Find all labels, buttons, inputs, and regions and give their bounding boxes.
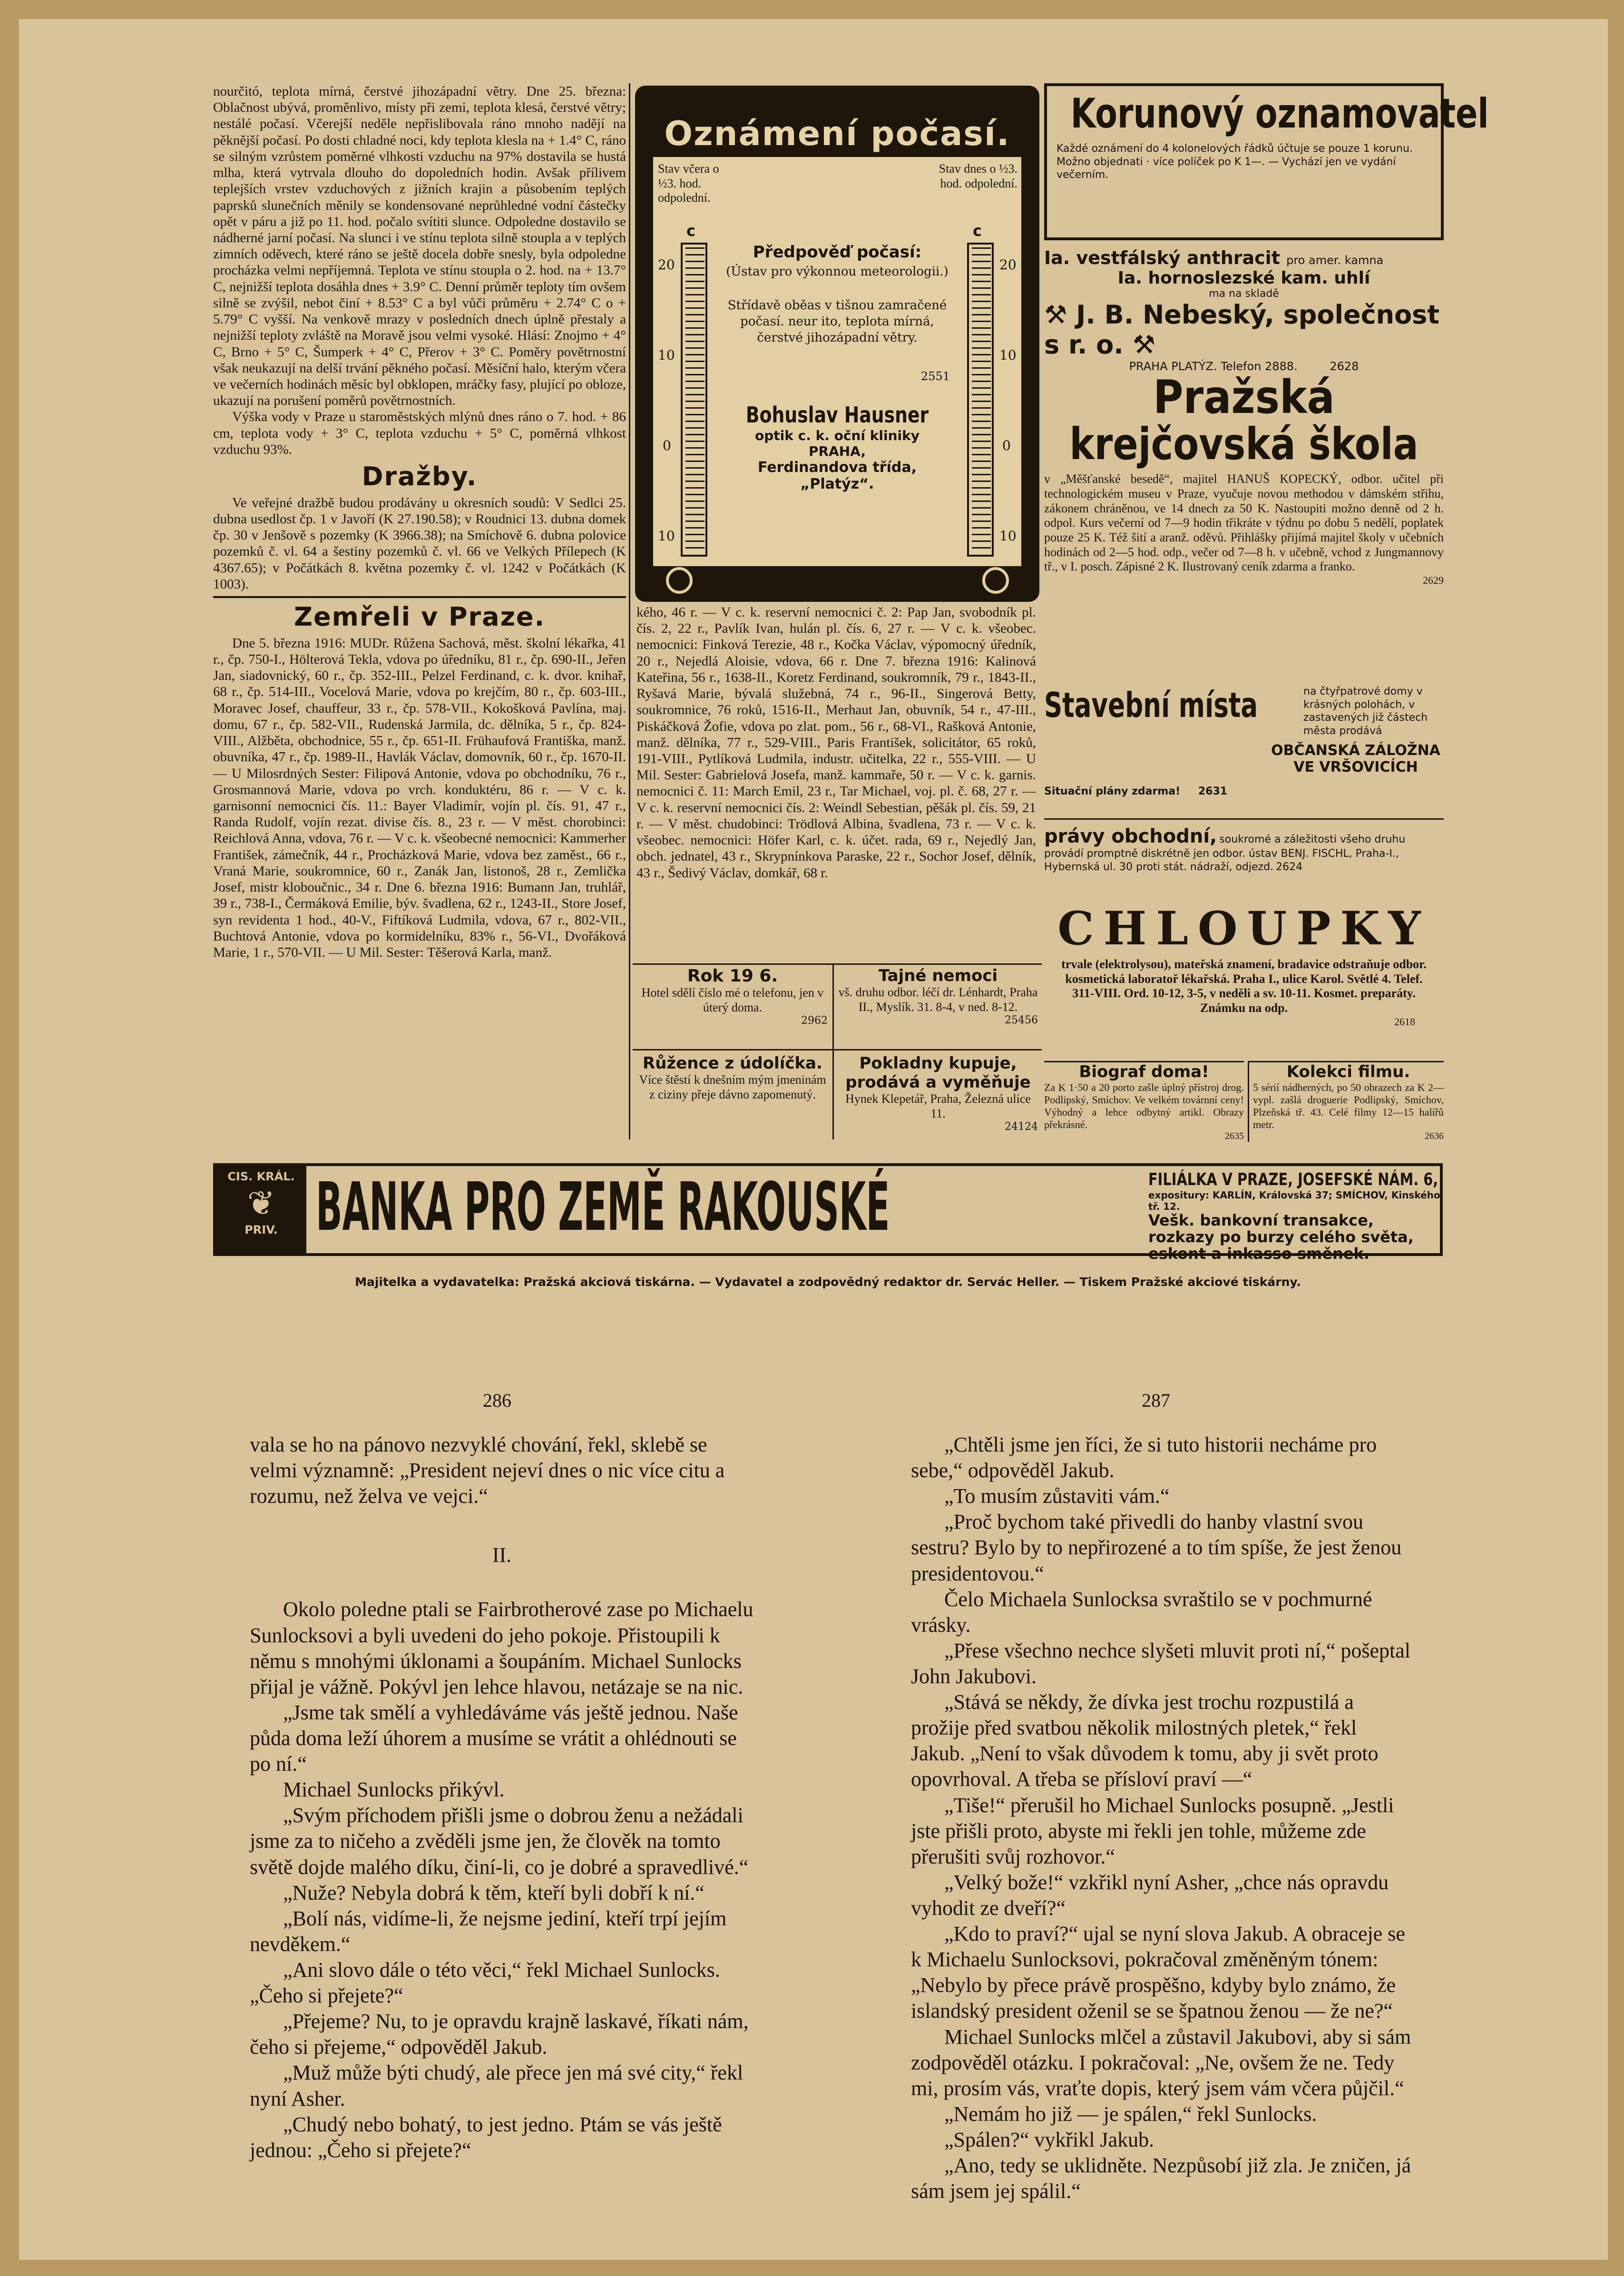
small-ads xyxy=(633,963,1042,1139)
caption-right: Stav dnes o ½3. hod. odpolední. xyxy=(939,162,1017,190)
optician-name: Bohuslav Hausner xyxy=(745,402,929,428)
column-rule xyxy=(629,83,630,1139)
ad-rok: Rok 19 6. Hotel sdělí číslo mé o telefonu, jen v úterý doma. 2962 xyxy=(641,966,828,1027)
weather-title: Oznámení počasí. xyxy=(664,114,1010,153)
forecast-block xyxy=(724,243,950,492)
deaths-text: Dne 5. března 1916: MUDr. Růžena Sachová, měst. školní lékařka, 41 r., čp. 750-I., Hölterová Tekla, vdova po úředníku, 81 r., čp. 690-II., Jeřen Jan, siadovnický, 60 r., čp. 352-III., Pelzel Ferdinand, c. k. dvor. knihař, 68 r., čp. 514-III., Vocelová Marie, vdova po krejčím, 80 r., čp. 603-III., Moravec Josef, chauffeur, 33 r., čp. 578-VII., Kokošková Pavlína, maj. domu, 67 r., čp. 582-VII., Rudenská Jarmila, dc. dělníka, 5 r., čp. 824-VIII., Alžběta, obchodnice, 55 r., čp. 651-II. Frühaufová Františka, manž. obuvníka, 47 r., čp. 1989-II., Havlák Václav, domovník, 60 r., čp. 1670-II. — U Milosrdných Sester: Filipová Antonie, vdova po obchodníku, 76 r., Grosmannová Marie, vdova po vrch. konduktéru, 86 r. — V c. k. garnisonní nemocnici čís. 11.: Bayer Vladimír, vojín pl. čís. 91, 47 r., Randa Rudolf, vojín rezat. divise čís. 8., 23 r. — V měst. chorobinci: Reichlová Anna, vdova, 76 r. — V c. k. všeobecné nemocnici: Kammerher František, zámečník, 44 r., Procházková Marie, vdova bez zaměst., 66 r., Vraná Marie, soukromnice, 60 r., Zanák Jan, listonoš, 28 r., Zemlička Josef, mistr kloboučnic., 34 r. Dne 6. března 1916: Bumann Jan, truhlář, 39 r., 738-I., Čermáková Emilie, býv. švadlena, 62 r., 1243-II., Store Josef, syn revidenta 1 hod., 40-V., Fiftíková Ludmila, vdova, 67 r., 802-VII., Buchtová Antonie, vdova po kormidelníku, 83% r., 56-VI., Dvořáková Marie, 1 r., 570-VII. — U Mil. Sester: Těšerová Karla, manž. xyxy=(213,635,626,960)
right-page-text: „Chtěli jsme jen říci, že si tuto historii necháme pro sebe,“ odpověděl Jakub. „To musím zůstaviti vám.“ „Proč bychom také přivedli do hanby vlastní svou sestru? Bylo by to nepřirozené a to tím spíše, že jest ženou presidentovou.“ Čelo Michaela Sunlocksa svraštilo se v pochmurné vrásky. „Přese všechno nechce slyšeti mluvit proti ní,“ pošeptal John Jakubovi. „Stává se někdy, že dívka jest trochu rozpustilá a prožije před svatbou několik milostných pletek,“ řekl Jakub. „Není to však důvodem k tomu, aby ji svět proto opovrhoval. A třeba se přísloví praví —“ „Tiše!“ přerušil ho Michael Sunlocks posupně. „Jestli jste přišli proto, abyste mi řekli jen tohle, můžeme zde přerušiti svůj rozhovor.“ „Velký bože!“ vzkřikl nyní Asher, „chce nás opravdu vyhodit ze dveří?“ „Kdo to praví?“ ujal se nyní slova Jakub. A obraceje se k Michaelu Sunlocksovi, pokračoval změněným tónem: „Nebylo by přece právě prospěšno, kdyby bylo známo, že islandský president oženil se se špatnou ženou — že ne?“ Michael Sunlocks mlčel a zůstavil Jakubovi, aby si sám zodpověděl otázku. I pokračoval: „Ne, ovšem že ne. Tedy mi, prosím vás, vraťte dopis, který jsem vám včera půjčil.“ „Nemám ho již — je spálen,“ řekl Sunlocks. „Spálen?“ vykřikl Jakub. „Ano, tedy se uklidněte. Nezpůsobí již zla. Je zničen, já sám jsem jej spálil.“ xyxy=(911,1433,1411,2203)
right-column xyxy=(1044,83,1489,1141)
middle-column xyxy=(636,604,1036,956)
optician-line3: Ferdinandova třída, xyxy=(758,459,917,476)
thermometer-frame-left xyxy=(681,243,707,557)
deaths-continued: kého, 46 r. — V c. k. reservní nemocnici č. 2: Pap Jan, svobodník pl. čís. 2, 22 r., Pavlík Ivan, hulán pl. čís. 6, 27 r. — V c. k. všeobec. nemocnici: Finková Terezie, 48 r., Kočka Václav, výpomocný úředník, 20 r., Nejedlá Aloisie, vdova, 66 r. Dne 7. března 1916: Kalinová Kateřina, 56 r., 1638-II., Koretz Ferdinand, soukromník, 79 r., 1843-II., Ryšavá Marie, bývalá služebná, 74 r., 96-II., Singerová Betty, soukromnice, 76 roků, 1516-II., Merhaut Jan, obuvník, 54 r., 47-III., Piskáčková Žofie, vdova po zlat. pom., 56 r., 68-VI., Rašková Antonie, manž. dělníka, 77 r., 529-VIII., Paris František, solicitátor, 65 roků, 191-VIII., Pytlíková Ludmila, industr. učitelka, 22 r., 555-VIII. — U Mil. Sester: Gabrielová Josefa, manž. kammaře, 50 r. — V c. k. garnis. nemocnici č. 11: March Emil, 23 r., Tar Michael, voj. pl. č. 68, 27 r. — V c. k. reservní nemocnici čís. 2: Weindl Sebestian, pěšák pl. čís. 59, 21 r. — V měst. chudobinci: Trödlová Albina, švadlena, 73 r. — V c. k. všeobec. nemocnici: Höfer Karl, c. k. účet. rada, 69 r., Nejedlý Jan, obch. jednatel, 43 r., Skrypnínkova Paraske, 22 r., Sochor Josef, dělník, 43 r., Šedivý Václav, domkář, 68 r. xyxy=(636,605,1036,881)
ad-korunovy: Korunový oznamovatel Každé oznámení do 4 kolonelových řádků účtuje se pouze 1 korunu. Možno objednati · více políček po K 1—. — Vychází jen ve vydání večerním. xyxy=(1044,83,1444,240)
section-number: II. xyxy=(492,1543,512,1567)
ad-stavebni-mista: Stavební místa na čtyřpatrové domy v krásných polohách, v zastavených již částech města prodává OBČANSKÁ ZÁLOŽNA VE VRŠOVICÍCH Situační plány zdarma! 2631 xyxy=(1044,680,1444,856)
forecast-code: 2551 xyxy=(920,370,950,383)
right-page-number: 287 xyxy=(1142,1390,1170,1411)
optician-line4: „Platýz“. xyxy=(800,476,874,493)
left-column xyxy=(213,83,626,1139)
deaths-heading: Zemřeli v Praze. xyxy=(293,602,546,632)
auctions-text: Ve veřejné dražbě budou prodávány u okresních soudů: V Sedlci 25. dubna usedlost čp. 1 v Javoří (K 27.190.58); v Roudnici 13. dubna domek čp. 30 v Jenšově s pozemky (K 3966.38); na Smíchově 6. dubna polovice pozemků č. vl. 64 a šestiny pozemků č. vl. 66 ve Velkých Přílepech (K 4367.65); v Počátkách 8. května pozemky č. vl. 1242 v Počátkách (K 1003). xyxy=(213,495,626,592)
thermometer-frame-right xyxy=(967,243,994,557)
hammer-icon: ⚒ xyxy=(1132,330,1156,360)
ad-biograf: Biograf doma! Za K 1·50 a 20 porto zašle úplný přístroj drog. Podlipský, Smíchov. Ve velkém továrnní ceny! Výhodný a lehce odbytný artikl. Obrazy překrásné. 2635 xyxy=(1044,1061,1244,1142)
forecast-text: Střídavě oběas v tišnou zamračené počasí. neur ito, teplota mírná, čerstvé jihozápadní větry. xyxy=(727,298,947,345)
left-page-text: vala se ho na pánovo nezvyklé chování, řekl, sklebě se velmi významně: „President nejeví dnes o nic více citu a rozumu, než želva ve vejci.“ II. Okolo poledne ptali se Fairbrotherové zase po Michaelu Sunlocksovi a byli uvedeni do jeho pokoje. Přistoupili k němu s mnohými úklonami a šoupáním. Michael Sunlocks přijal je vážně. Pokývl jen lehce hlavou, netázaje se na nic. „Jsme tak smělí a vyhledáváme vás ještě jednou. Naše půda doma leží úhorem a musíme se vrátit a ohlédnouti se po ní.“ Michael Sunlocks přikývl. „Svým příchodem přišli jsme o dobrou ženu a nežádali jsme za to ničeho a zvěděli jsme jen, že člověk na tomto světě dojde malého díku, činí-li, co je dobré a spravedlivé.“ „Nuže? Nebyla dobrá k těm, kteří byli dobří k ní.“ „Bolí nás, vidíme-li, že nejsme jediní, kteří trpí jejím nevděkem.“ „Ani slovo dále o této věci,“ řekl Michael Sunlocks. „Čeho si přejete?“ „Přejeme? Nu, to je opravdu krajně laskavé, říkati nám, čeho si přejeme,“ odpověděl Jakub. „Muž může býti chudý, ale přece jen má své city,“ řekl nyní Asher. „Chudý nebo bohatý, to jest jedno. Ptám se vás ještě jednou: „Čeho si přejete?“ xyxy=(250,1433,753,2162)
divider xyxy=(213,596,626,598)
ad-krejcovska-skola: Pražská krejčovská škola v „Měšťanské besedě“, majitel HANUŠ KOPECKÝ, odbor. učitel při technologickém museu v Praze, vyučuje novou methodou v dámském střihu, zákonem chráněnou, ve 14 dnech za 50 K. Nastoupiti možno denně od 2 h. odpol. Kurs večerní od 7—9 hodin třikráte v týdnu po dobu 5 nedělí, poplatek pouze 25 K. Též šití a aranž. oděvů. Přihlášky přijímá majitel školy v učebních hodinách od 2—5 hod. odp., večer od 7—8 h. v učebně, vchod z Jungmannovy tř., v I. posch. Zápisné 2 K. Ilustrovaný ceník zdarma a franko. 2629 xyxy=(1044,371,1444,587)
weather-announcement-box xyxy=(635,86,1039,602)
optician-line1: optik c. k. oční kliniky xyxy=(755,428,920,444)
ad-tajne: Tajné nemoci vš. druhu odbor. léčí dr. Lénhardt, Praha II., Myslík. 31. 8-4, v ned. 8-12. 25456 xyxy=(838,966,1038,1027)
thermometer-right: c 20 10 0 10 xyxy=(964,228,1017,561)
ad-chloupky: CHLOUPKY trvale (elektrolysou), mateřská znamení, bradavice odstraňuje odbor. kosmetická laboratoř lékařská. Praha I., ulice Karol. Světlé 4. Telef. 311-VIII. Ord. 10-12, 3-5, v neděli a sv. 10-11. Kosmet. preparáty. Známku na odp. 2618 xyxy=(1057,902,1430,1028)
ad-pravy-obchodni: právy obchodní, soukromé a záležitosti všeho druhu provádí promptně diskrétně jen odbor. ústav BENJ. FISCHL, Praha-I., Hybernská ul. 30 proti stát. nádraží, odjezd. 2624 xyxy=(1044,825,1406,873)
bulb-left xyxy=(666,567,693,594)
imprint: Majitelka a vydavatelka: Pražská akciová tiskárna. — Vydavatel a zodpovědný redaktor dr. Servác Heller. — Tiskem Pražské akciové tiskárny. xyxy=(355,1275,1301,1289)
forecast-title: Předpověď počasí: xyxy=(753,243,922,262)
thermometer-left: c 20 10 0 10 xyxy=(658,228,710,561)
weather-report: nourčitó, teplota mírná, čerstvé jihozápadní větry. Dne 25. března: Oblačnost ubývá, proměnlivo, místy při zemi, teplota klesá, čerstvé větry; nestálé počasí. Včerejší neděle nepřislibovala ráno mnoho nadějí na pěknější počasí. Po dosti chladné noci, kdy teplota klesla na + 1.4° C, ráno se silným vzrůstem poměrné vlhkosti vzduchu na 97% dostavila se hustá mlha, která vytrvala dlouho do dopoledních hodin. Avšak přílivem teplejších vrstev vzduchových z jižních krajin a působením teplých paprsků slunečních měnily se kondensované neprůhledné vodní částečky opět v páru a již po 11. hod. počalo svítiti slunce. Odpoledne dostavilo se nádherné jarní počasí. Na slunci i ve stínu teplota silně stoupla a v teplých zimních oděvech, které ráno se ještě docela dobře snesly, byla odpoledne procházka velmi nepříjemná. Teplota ve stínu stoupla o 2. hod. na + 13.7° C, nejnižší teplota dosáhla dnes + 3.9° C. Denní průměr teploty tím ovšem silně se zvýšil, nebot činí + 8.53° C a byl vůči průměru + 2.74° C o + 5.79° C vyšší. Na venkově mrazy v posledních dnech úplně přestaly a nejnižší teploty zvláště na Moravě jsou velmi vysoké. Hlásí: Znojmo + 4° C, Brno + 5° C, Šumperk + 4° C, Přerov + 3° C. Poměry povětrnostní však neukazují na delší trvání pěkného počasí. Měsíční halo, kterým včera ve večerních hodinách měsíc byl obklopen, mráčky fasy, plující po obloze, ukazují na porušení poměrů povětrnostních. xyxy=(213,84,626,409)
ad-anthracit: Ia. vestfálský anthracit pro amer. kamna Ia. hornoslezské kam. uhlí ma na skladě ⚒ J. B. Nebeský, společnost s r. o. ⚒ PRAHA PLATÝZ. Telefon 2888. 2628 xyxy=(1044,247,1440,373)
ad-ruzence: Růžence z údolíčka. Více štěstí k dnešním mým jmeninám z ciziny přeje dávno zapomenutý. xyxy=(639,1054,826,1101)
water-level: Výška vody v Praze u staroměstských mlýnů dnes ráno o 7. hod. + 86 cm, teplota vody + 3° C, teplota vzduchu + 5° C, poměrná vlhkost vzduchu 93%. xyxy=(213,409,626,457)
optician-line2: PRAHA, xyxy=(808,443,866,460)
bulb-right xyxy=(982,567,1009,594)
bank-emblem: CIS. KRÁL. ❦ PRIV. xyxy=(216,1166,306,1253)
forecast-subtitle: (Ústav pro výkonnou meteorologii.) xyxy=(726,265,949,279)
left-page-number: 286 xyxy=(483,1390,511,1411)
auctions-heading: Dražby. xyxy=(362,461,478,492)
eagle-icon: ❦ xyxy=(247,1184,275,1223)
ad-kolekci: Kolekci filmu. 5 sérií nádherných, po 50 obrazech za K 2— vypl. zašlá droguerie Podlipský, Smíchov, Plzeňská tř. 43. Celé filmy 12—15 halířů metr. 2636 xyxy=(1248,1061,1444,1142)
ad-pokladny: Pokladny kupuje, prodává a vyměňuje Hynek Klepetář, Praha, Železná ulice 11. 24124 xyxy=(845,1054,1038,1133)
weather-inner xyxy=(653,157,1021,566)
caption-left: Stav včera o ½3. hod. odpolední. xyxy=(658,162,719,205)
hammer-icon: ⚒ xyxy=(1044,300,1067,330)
bank-banner: CIS. KRÁL. ❦ PRIV. BANKA PRO ZEMĚ RAKOUSKÉ FILIÁLKA V PRAZE, JOSEFSKÉ NÁM. 6, expositury: KARLÍN, Královská 37; SMÍCHOV, Kinského tř. 12. Vešk. bankovní transakce, rozkazy po burzy celého světa, eskont a inkasso směnek. xyxy=(213,1163,1443,1256)
